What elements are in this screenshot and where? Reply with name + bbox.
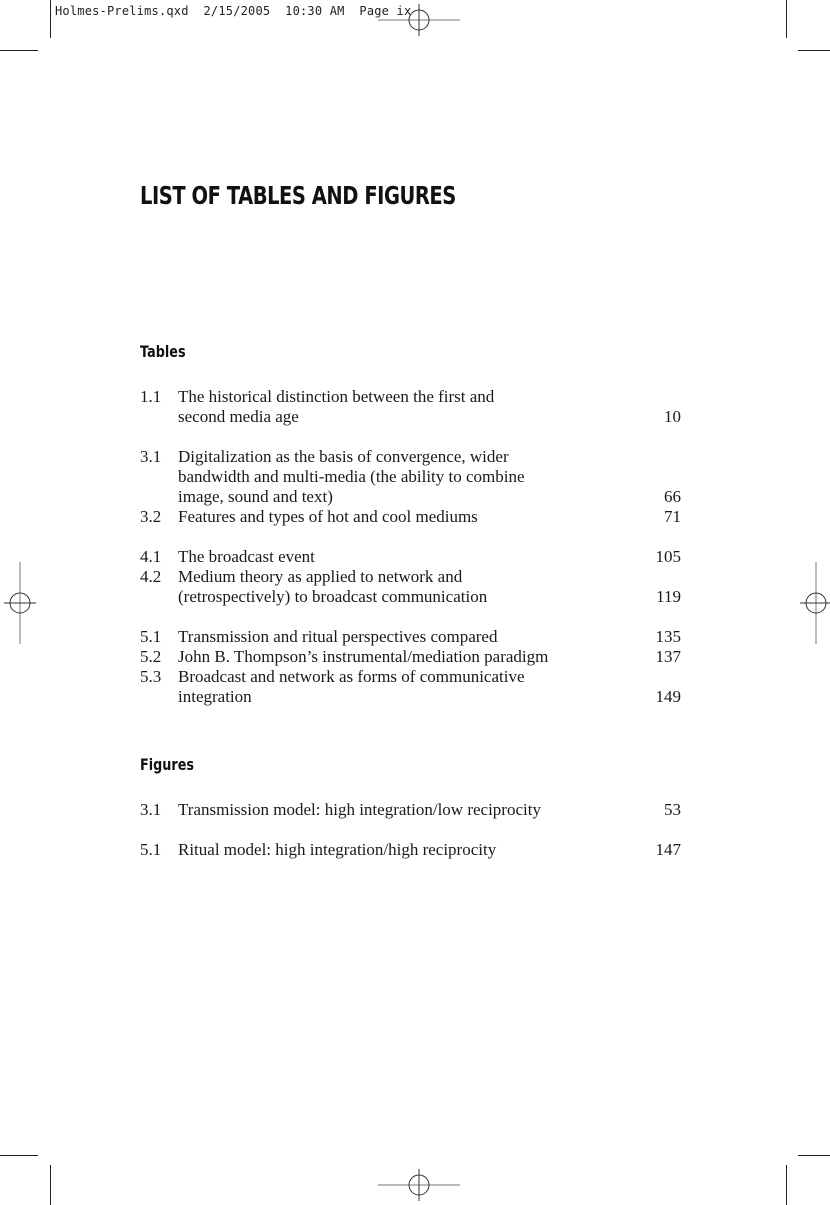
entry-title-line: Transmission and ritual perspectives compared: [178, 627, 498, 646]
table-entry[interactable]: [140, 507, 681, 527]
entry-title: [178, 507, 664, 527]
entry-title-line: John B. Thompson’s instrumental/mediation paradigm: [178, 647, 549, 666]
entry-number: 4.2: [140, 567, 162, 586]
entry-title-line: integration: [178, 687, 252, 706]
entry-title-line: Digitalization as the basis of convergence, wider: [178, 447, 509, 466]
crop-mark-top-left-vertical: [50, 0, 51, 38]
entry-page-number: 53: [664, 800, 681, 819]
entry-title-line: Medium theory as applied to network and: [178, 567, 463, 586]
entry-number: 3.1: [140, 800, 162, 819]
entry-title-line: image, sound and text): [178, 487, 333, 506]
table-entry[interactable]: [140, 647, 681, 667]
entry-page-number: 137: [655, 647, 681, 666]
entry-title-line: The broadcast event: [178, 547, 315, 566]
table-entry[interactable]: [140, 447, 681, 507]
crop-mark-top-right-horizontal: [798, 50, 830, 51]
crop-mark-bottom-left-vertical: [50, 1165, 51, 1205]
entry-number: 3.2: [140, 507, 162, 526]
entry-number: 3.1: [140, 447, 162, 466]
crop-mark-top-right-vertical: [786, 0, 787, 38]
entry-title-line: second media age: [178, 407, 299, 426]
entry-title: [178, 667, 656, 707]
entry-title-line: Broadcast and network as forms of communicative: [178, 667, 525, 686]
entry-title-line: The historical distinction between the first and: [178, 387, 495, 406]
tables-heading: Tables: [140, 342, 186, 361]
page-title: LIST OF TABLES AND FIGURES: [140, 181, 456, 210]
entry-title: [178, 547, 656, 567]
crop-mark-bottom-right-vertical: [786, 1165, 787, 1205]
crop-mark-bottom-left-horizontal: [0, 1155, 38, 1156]
table-entry[interactable]: [140, 627, 681, 647]
figures-list: [140, 800, 681, 860]
entry-title-line: bandwidth and multi-media (the ability to combine: [178, 467, 525, 486]
entry-page-number: 149: [655, 687, 681, 706]
registration-mark-right: [800, 562, 830, 644]
crop-mark-bottom-right-horizontal: [798, 1155, 830, 1156]
tables-list: [140, 387, 681, 707]
entry-title: [178, 387, 664, 427]
entry-page-number: 105: [655, 547, 681, 566]
table-entry[interactable]: [140, 547, 681, 567]
figure-entry[interactable]: [140, 800, 681, 820]
entry-number: 1.1: [140, 387, 162, 406]
table-entry[interactable]: [140, 387, 681, 427]
entry-title: [178, 447, 664, 507]
entry-number: 5.2: [140, 647, 162, 666]
entry-page-number: 71: [664, 507, 681, 526]
entry-page-number: 147: [655, 840, 681, 859]
table-entry[interactable]: [140, 567, 681, 607]
entry-page-number: 10: [664, 407, 681, 426]
entry-title-line: Features and types of hot and cool mediums: [178, 507, 478, 526]
entry-page-number: 66: [664, 487, 681, 506]
entry-title-line: (retrospectively) to broadcast communication: [178, 587, 488, 606]
registration-mark-bottom: [378, 1169, 460, 1201]
entry-number: 5.1: [140, 840, 162, 859]
crop-mark-top-left-horizontal: [0, 50, 38, 51]
entry-number: 5.1: [140, 627, 162, 646]
entry-page-number: 135: [655, 627, 681, 646]
registration-mark-top: [378, 4, 460, 36]
entry-title: [178, 840, 656, 860]
figures-heading: Figures: [140, 755, 195, 774]
entry-number: 5.3: [140, 667, 162, 686]
entry-page-number: 119: [656, 587, 681, 606]
table-entry[interactable]: [140, 667, 681, 707]
entry-title-line: Transmission model: high integration/low reciprocity: [178, 800, 541, 819]
entry-title-line: Ritual model: high integration/high reciprocity: [178, 840, 497, 859]
entry-number: 4.1: [140, 547, 162, 566]
entry-title: [178, 567, 656, 607]
figure-entry[interactable]: [140, 840, 681, 860]
entry-title: [178, 800, 664, 820]
printer-slug: Holmes-Prelims.qxd 2/15/2005 10:30 AM Page ix: [55, 4, 412, 18]
entry-title: [178, 627, 656, 647]
entry-title: [178, 647, 656, 667]
registration-mark-left: [4, 562, 36, 644]
